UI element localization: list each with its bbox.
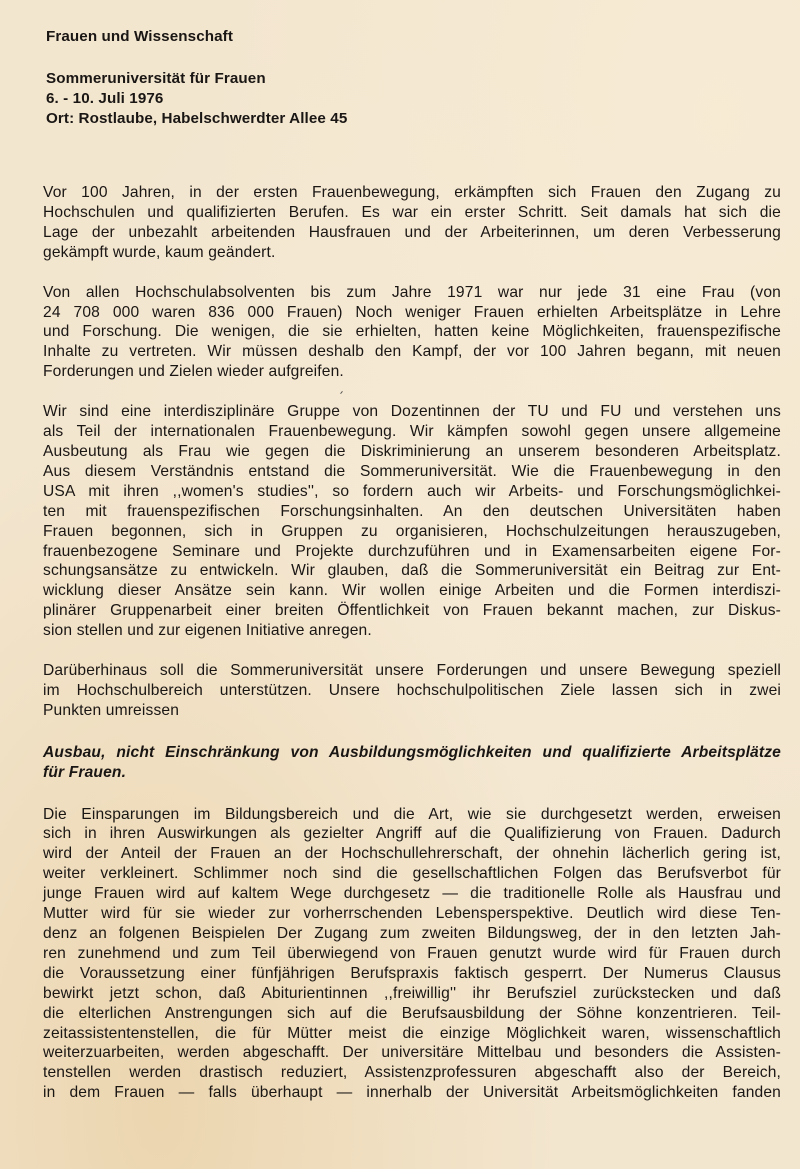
text-line: die Voraussetzung einer fünfjährigen Berufspraxis faktisch gesperrt. Der Numerus Clausus [43, 964, 781, 982]
text-line: ren zunehmend und zum Teil überwiegend von Frauen genutzt wurde wird für Frauen durch [43, 944, 781, 962]
text-line: USA mit ihren ,,women's studies'', so fordern auch wir Arbeits- und Forschungsmöglichkei- [43, 482, 781, 500]
paragraph-statistics [43, 283, 781, 383]
text-line: plinärer Gruppenarbeit einer breiten Öffentlichkeit von Frauen bekannt machen, zur Diskus- [43, 602, 781, 620]
heading-line: für Frauen. [43, 763, 127, 781]
document-header [46, 27, 347, 129]
text-line: Punkten umreissen [43, 701, 180, 719]
event-date: 6. - 10. Juli 1976 [46, 90, 164, 107]
text-line: Mutter wird für sie wieder zur vorherrschenden Lebensperspektive. Deutlich wird diese Ten- [43, 905, 781, 923]
text-line: weiterzuarbeiten, werden abgeschafft. Der universitäre Mittelbau und besonders die Assisten- [43, 1044, 781, 1062]
paragraph-group [43, 402, 781, 641]
document-body [43, 183, 781, 1123]
event-name: Sommeruniversität für Frauen [46, 70, 266, 87]
text-line: Forderungen und Zielen wieder aufgreifen. [43, 363, 344, 381]
text-line: wird der Anteil der Frauen an der Hochschullehrerschaft, der ohnehin lächerlich gering ist, [43, 845, 781, 863]
text-line: wicklung dieser Ansätze sein kann. Wir wollen einige Arbeiten und die Formen interdiszi- [43, 582, 781, 600]
text-line: als Teil der internationalen Frauenbewegung. Wir kämpfen sowohl gegen unsere allgemeine [43, 423, 781, 441]
paragraph-intro [43, 183, 781, 263]
text-line: Frauen begonnen, sich in Gruppen zu organisieren, Hochschulzeitungen herauszugeben, [43, 522, 781, 540]
text-line: Hochschulen und qualifizierten Berufen. Es war ein erster Schritt. Seit damals hat sich die [43, 203, 781, 221]
text-line: weiter verkleinert. Schlimmer noch sind die gesellschaftlichen Folgen das Berufsverbot für [43, 865, 781, 883]
text-line: Wir sind eine interdisziplinäre Gruppe von Dozentinnen der TU und FU und verstehen uns [43, 403, 781, 421]
text-line: im Hochschulbereich unterstützen. Unsere hochschulpolitischen Ziele lassen sich in zwei [43, 681, 781, 699]
text-line: Darüberhinaus soll die Sommeruniversität unsere Forderungen und unsere Bewegung speziell [43, 662, 781, 680]
text-line: gekämpft wurde, kaum geändert. [43, 243, 276, 261]
text-line: Von allen Hochschulabsolventen bis zum Jahre 1971 war nur jede 31 eine Frau (von [43, 283, 781, 301]
text-line: Lage der unbezahlt arbeitenden Hausfrauen und der Arbeiterinnen, um deren Verbesserung [43, 223, 781, 241]
text-line: die elterlichen Anstrengungen sich auf die Berufsausbildung der Söhne konzentrieren. Teil- [43, 1004, 781, 1022]
document-title: Frauen und Wissenschaft [46, 28, 233, 45]
text-line: frauenbezogene Seminare und Projekte durchzuführen und in Examensarbeiten eigene For- [43, 542, 781, 560]
text-line: tenstellen werden drastisch reduziert, Assistenzprofessuren abgeschafft also der Bereich, [43, 1064, 781, 1082]
text-line: und Forschung. Die wenigen, die sie erhielten, hatten keine Möglichkeiten, frauenspezifische [43, 323, 781, 341]
text-line: schungsansätze zu entwickeln. Wir glauben, daß die Sommeruniversität ein Beitrag zur Ent- [43, 562, 781, 580]
paragraph-savings [43, 805, 781, 1104]
text-line: Inhalte zu vertreten. Wir müssen deshalb den Kampf, der vor 100 Jahren begann, mit neuen [43, 343, 781, 361]
text-line: Vor 100 Jahren, in der ersten Frauenbewegung, erkämpften sich Frauen den Zugang zu [43, 184, 781, 201]
text-line: bewirkt jetzt schon, daß Abiturientinnen ,,freiwillig'' ihr Berufsziel zurückstecken und daß [43, 984, 781, 1002]
section-heading [43, 743, 781, 783]
text-line: 24 708 000 waren 836 000 Frauen) Noch weniger Frauen erhielten Arbeitsplätze in Lehre [43, 303, 781, 321]
heading-line: Ausbau, nicht Einschränkung von Ausbildungsmöglichkeiten und qualifizierte Arbeitsplätze [43, 743, 781, 761]
text-line: zeitassistentenstellen, die für Mütter meist die einzige Möglichkeit waren, wissenschaftlich [43, 1024, 781, 1042]
text-line: in dem Frauen — falls überhaupt — innerhalb der Universität Arbeitsmöglichkeiten fanden [43, 1084, 781, 1102]
text-line: denz an folgenen Beispielen Der Zugang zum zweiten Bildungsweg, der in den letzten Jah- [43, 925, 781, 942]
text-line: sion stellen und zur eigenen Initiative anregen. [43, 622, 372, 640]
text-line: sich in ihren Auswirkungen als gezielter Angriff auf die Qualifizierung von Frauen. Dadurch [43, 825, 781, 843]
text-line: ten mit frauenspezifischen Forschungsinhalten. An den deutschen Universitäten haben [43, 502, 781, 520]
text-line: junge Frauen wird auf kaltem Wege durchgesetz — die traditionelle Rolle als Hausfrau und [43, 885, 781, 903]
text-line: Ausbeutung als Frau wie gegen die Diskriminierung an unserem besonderen Arbeitsplatz. [43, 442, 781, 460]
text-line: Die Einsparungen im Bildungsbereich und die Art, wie sie durchgesetzt werden, erweisen [43, 805, 781, 823]
text-line: Aus diesem Verständnis entstand die Sommeruniversität. Wie die Frauenbewegung in den [43, 462, 781, 480]
paragraph-goals [43, 661, 781, 721]
event-location: Ort: Rostlaube, Habelschwerdter Allee 45 [46, 110, 348, 127]
